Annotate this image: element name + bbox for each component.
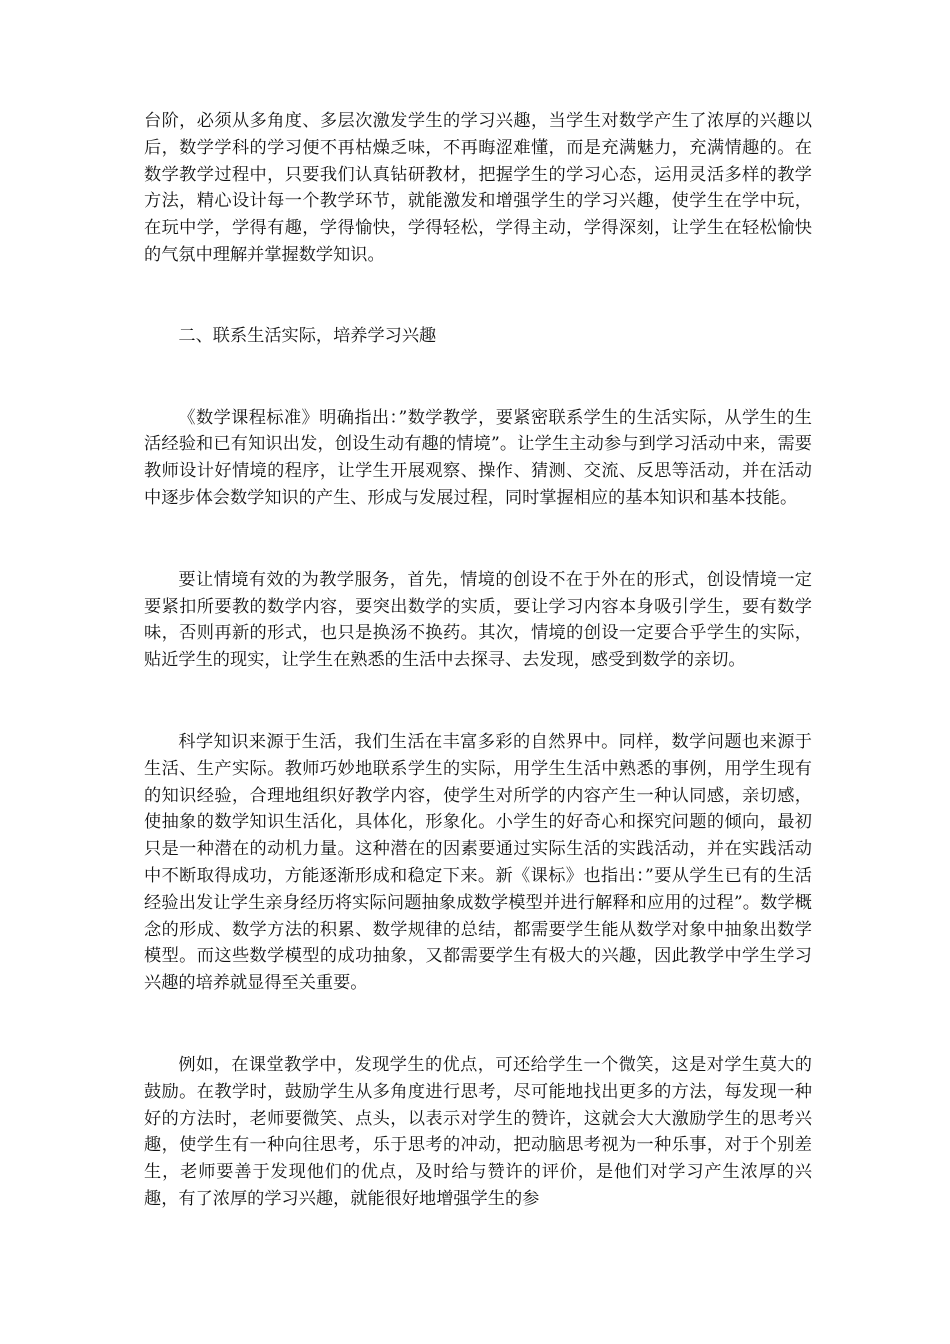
paragraph-continuation: 台阶，必须从多角度、多层次激发学生的学习兴趣，当学生对数学产生了浓厚的兴趣以后，数学学科的学习便不再枯燥乏味，不再晦涩难懂，而是充满魅力，充满情趣的。在数学教学过程中，只要我们认真钻研教材，把握学生的学习心态，运用灵活多样的教学方法，精心设计每一个教学环节，就能激发和增强学生的学习兴趣，使学生在学中玩，在玩中学，学得有趣，学得愉快，学得轻松，学得主动，学得深刻，让学生在轻松愉快的气氛中理解并掌握数学知识。 bbox=[144, 111, 812, 265]
paragraph-classroom-example: 例如，在课堂教学中，发现学生的优点，可还给学生一个微笑，这是对学生莫大的鼓励。在教学时，鼓励学生从多角度进行思考，尽可能地找出更多的方法，每发现一种好的方法时，老师要微笑、点头，以表示对学生的赞许，这就会大大激励学生的思考兴趣，使学生有一种向往思考，乐于思考的冲动，把动脑思考视为一种乐事，对于个别差生，老师要善于发现他们的优点，及时给与赞许的评价，是他们对学习产生浓厚的兴趣，有了浓厚的学习兴趣，就能很好地增强学生的参 bbox=[144, 1054, 812, 1209]
paragraph-situation-design: 要让情境有效的为教学服务，首先，情境的创设不在于外在的形式，创设情境一定要紧扣所要教的数学内容，要突出数学的实质，要让学习内容本身吸引学生，要有数学味，否则再新的形式，也只是换汤不换药。其次，情境的创设一定要合乎学生的实际，贴近学生的现实，让学生在熟悉的生活中去探寻、去发现，感受到数学的亲切。 bbox=[144, 569, 812, 671]
section-heading: 二、联系生活实际，培养学习兴趣 bbox=[178, 325, 437, 346]
paragraph-curriculum-standard: 《数学课程标准》明确指出：”数学教学，要紧密联系学生的生活实际，从学生的生活经验和已有知识出发，创设生动有趣的情境”。让学生主动参与到学习活动中来，需要教师设计好情境的程序，让学生开展观察、操作、猜测、交流、反思等活动，并在活动中逐步体会数学知识的产生、形成与发展过程，同时掌握相应的基本知识和基本技能。 bbox=[144, 407, 812, 508]
paragraph-knowledge-from-life: 科学知识来源于生活，我们生活在丰富多彩的自然界中。同样，数学问题也来源于生活、生产实际。教师巧妙地联系学生的实际，用学生生活中熟悉的事例，用学生现有的知识经验，合理地组织好教学内容，使学生对所学的内容产生一种认同感，亲切感，使抽象的数学知识生活化，具体化，形象化。小学生的好奇心和探究问题的倾向，最初只是一种潜在的动机力量。这种潜在的因素要通过实际生活的实践活动，并在实践活动中不断取得成功，方能逐渐形成和稳定下来。新《课标》也指出：”要从学生已有的生活经验出发让学生亲身经历将实际问题抽象成数学模型并进行解释和应用的过程”。数学概念的形成、数学方法的积累、数学规律的总结，都需要学生能从数学对象中抽象出数学模型。而这些数学模型的成功抽象，又都需要学生有极大的兴趣，因此教学中学生学习兴趣的培养就显得至关重要。 bbox=[144, 731, 812, 994]
document-page bbox=[144, 108, 812, 1268]
